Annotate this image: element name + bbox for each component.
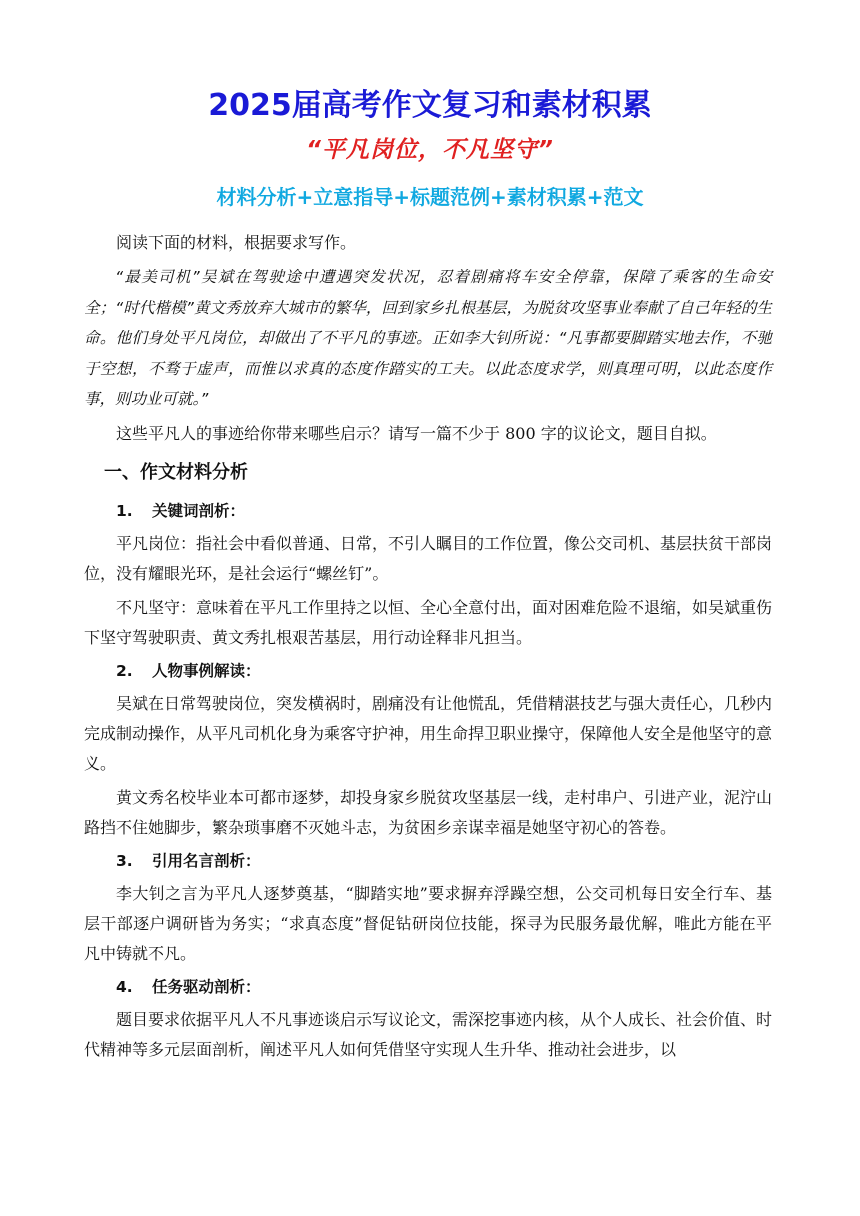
paragraph: 黄文秀名校毕业本可都市逐梦，却投身家乡脱贫攻坚基层一线，走村串户、引进产业，泥泞山路挡不住她脚步，繁杂琐事磨不灭她斗志，为贫困乡亲谋幸福是她坚守初心的答卷。 <box>84 787 773 837</box>
document-title: 2025届高考作文复习和素材积累 <box>208 88 652 123</box>
prompt-intro: 阅读下面的材料，根据要求写作。 <box>116 233 357 252</box>
subsection-heading <box>116 971 772 1003</box>
subsection-title: 人物事例解读： <box>152 661 261 680</box>
paragraph: 平凡岗位：指社会中看似普通、日常，不引人瞩目的工作位置，像公交司机、基层扶贫干部岗位，没有耀眼光环，是社会运行“螺丝钉”。 <box>84 533 773 583</box>
subsection-number: 1. <box>116 501 133 520</box>
prompt-task: 这些平凡人的事迹给你带来哪些启示？请写一篇不少于 800 字的议论文，题目自拟。 <box>116 423 717 443</box>
document-tagline: 材料分析+立意指导+标题范例+素材积累+范文 <box>216 185 644 209</box>
paragraph: 吴斌在日常驾驶岗位，突发横祸时，剧痛没有让他慌乱，凭借精湛技艺与强大责任心，几秒内完成制动操作，从平凡司机化身为乘客守护神，用生命捍卫职业操守，保障他人安全是他坚守的意义。 <box>84 693 773 773</box>
subsection-number: 4. <box>116 977 133 996</box>
subsection-heading <box>116 495 772 527</box>
subsection-title: 关键词剖析： <box>152 501 246 520</box>
subsection-number: 2. <box>116 661 133 680</box>
paragraph: 李大钊之言为平凡人逐梦奠基，“脚踏实地”要求摒弃浮躁空想，公交司机每日安全行车、基层干部逐户调研皆为务实；“求真态度”督促钻研岗位技能，探寻为民服务最优解，唯此方能在平凡中铸就不凡。 <box>84 883 772 963</box>
prompt-material: “最美司机”吴斌在驾驶途中遭遇突发状况，忍着剧痛将车安全停靠，保障了乘客的生命安全；“时代楷模”黄文秀放弃大城市的繁华，回到家乡扎根基层，为脱贫攻坚事业奉献了自己年轻的生命。他们身处平凡岗位，却做出了不平凡的事迹。正如李大钊所说：“凡事都要脚踏实地去作，不驰于空想，不骛于虚声，而惟以求真的态度作踏实的工夫。以此态度求学，则真理可明，以此态度作事，则功业可就。” <box>84 268 772 408</box>
document-body <box>84 228 772 1065</box>
subsection-number: 3. <box>116 851 133 870</box>
subsection-title: 引用名言剖析： <box>152 851 261 870</box>
paragraph: 不凡坚守：意味着在平凡工作里持之以恒、全心全意付出，面对困难危险不退缩，如吴斌重伤下坚守驾驶职责、黄文秀扎根艰苦基层，用行动诠释非凡担当。 <box>84 597 773 647</box>
subsection-title: 任务驱动剖析： <box>152 977 261 996</box>
document-subtitle: “平凡岗位，不凡坚守” <box>306 137 554 163</box>
subsection-heading <box>116 845 772 877</box>
subsection-heading <box>116 655 772 687</box>
paragraph: 题目要求依据平凡人不凡事迹谈启示写议论文，需深挖事迹内核，从个人成长、社会价值、时代精神等多元层面剖析，阐述平凡人如何凭借坚守实现人生升华、推动社会进步，以 <box>84 1009 773 1059</box>
section-heading: 一、作文材料分析 <box>104 461 248 483</box>
